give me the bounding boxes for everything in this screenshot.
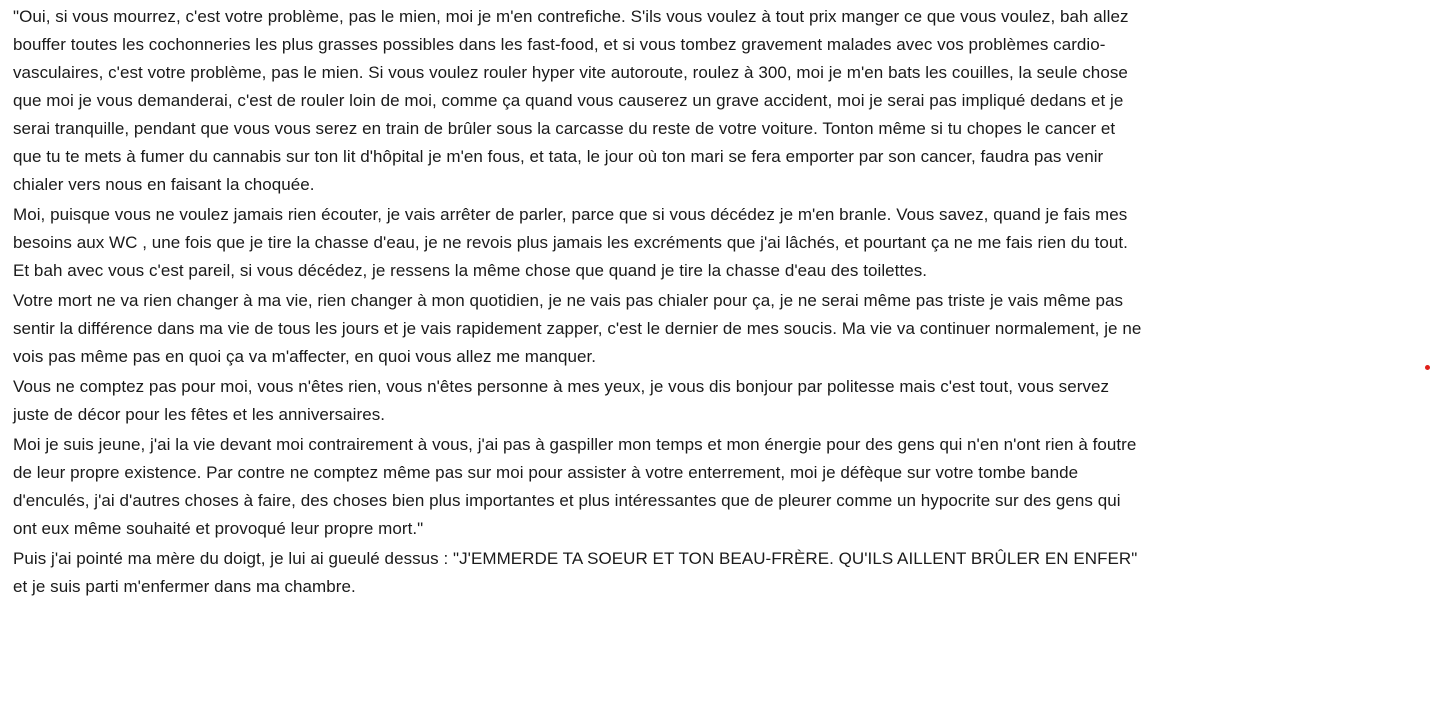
paragraph-4: Vous ne comptez pas pour moi, vous n'êtes rien, vous n'êtes personne à mes yeux, je vous dis bonjour par politesse mais c'est tout, vous servez juste de décor pour les fêtes et les anniversaires. <box>13 377 1110 424</box>
paragraph-6: Puis j'ai pointé ma mère du doigt, je lui ai gueulé dessus : "J'EMMERDE TA SOEUR ET TON BEAU-FRÈRE. QU'ILS AILLENT BRÛLER EN ENFER" et je suis parti m'enfermer dans ma chambre. <box>13 549 1138 596</box>
paragraph-3: Votre mort ne va rien changer à ma vie, rien changer à mon quotidien, je ne vais pas chialer pour ça, je ne serai même pas triste je vais même pas sentir la différence dans ma vie de tous les jours et je vais rapidement zapper, c'est le dernier de mes soucis. Ma vie va continuer normalement, je ne vois pas même pas en quoi ça va m'affecter, en quoi vous allez me manquer. <box>13 291 1142 366</box>
paragraph-1: "Oui, si vous mourrez, c'est votre problème, pas le mien, moi je m'en contrefiche. S'ils vous voulez à tout prix manger ce que vous voulez, bah allez bouffer toutes les cochonneries les plus grasses possibles dans les fast-food, et si vous tombez gravement malades avec vos problèmes cardio-vasculaires, c'est votre problème, pas le mien. Si vous voulez rouler hyper vite autoroute, roulez à 300, moi je m'en bats les couilles, la seule chose que moi je vous demanderai, c'est de rouler loin de moi, comme ça quand vous causerez un grave accident, moi je serai pas impliqué dedans et je serai tranquille, pendant que vous vous serez en train de brûler sous la carcasse du reste de votre voiture. Tonton même si tu chopes le cancer et que tu te mets à fumer du cannabis sur ton lit d'hôpital je m'en fous, et tata, le jour où ton mari se fera emporter par son cancer, faudra pas venir chialer vers nous en faisant la choquée. <box>13 7 1129 194</box>
paragraph-5: Moi je suis jeune, j'ai la vie devant moi contrairement à vous, j'ai pas à gaspiller mon temps et mon énergie pour des gens qui n'en n'ont rien à foutre de leur propre existence. Par contre ne comptez même pas sur moi pour assister à votre enterrement, moi je défèque sur votre tombe bande d'enculés, j'ai d'autres choses à faire, des choses bien plus importantes et plus intéressantes que de pleurer comme un hypocrite sur des gens qui ont eux même souhaité et provoqué leur propre mort." <box>13 435 1137 538</box>
text-content <box>13 3 1148 603</box>
paragraph-2: Moi, puisque vous ne voulez jamais rien écouter, je vais arrêter de parler, parce que si vous décédez je m'en branle. Vous savez, quand je fais mes besoins aux WC , une fois que je tire la chasse d'eau, je ne revois plus jamais les excréments que j'ai lâchés, et pourtant ça ne me fais rien du tout. Et bah avec vous c'est pareil, si vous décédez, je ressens la même chose que quand je tire la chasse d'eau des toilettes. <box>13 205 1128 280</box>
red-dot-indicator <box>1425 365 1430 370</box>
